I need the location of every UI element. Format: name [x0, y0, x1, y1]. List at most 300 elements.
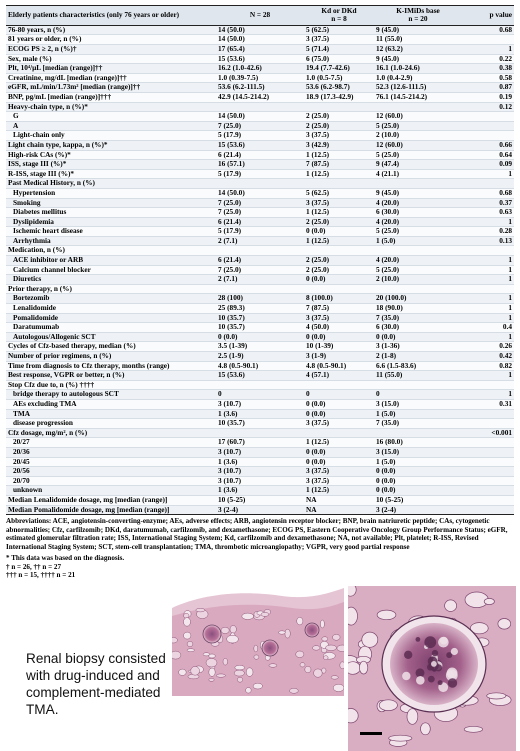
cell-k-imids — [374, 102, 462, 112]
tissue-tubule — [362, 632, 378, 647]
cell-p-value: 0.22 — [462, 54, 514, 64]
tissue-tubule — [389, 735, 412, 741]
cell-k-imids: 3 (2-4) — [374, 505, 462, 515]
cell-total: 6 (21.4) — [216, 256, 304, 266]
tissue-tubule — [340, 662, 344, 669]
cell-kd-dkd: 1 (12.5) — [304, 486, 374, 496]
cell-kd-dkd: 1.0 (0.5-7.5) — [304, 73, 374, 83]
header-characteristics: Elderly patients characteristics (only 76 years or older) — [6, 6, 216, 26]
tissue-tubule — [172, 637, 178, 643]
cell-total: 10 (5-25) — [216, 495, 304, 505]
capillary-loop — [416, 676, 425, 685]
cell-k-imids: 1 (5.0) — [374, 236, 462, 246]
cell-k-imids: 4 (21.1) — [374, 169, 462, 179]
cell-p-value: 1 — [462, 265, 514, 275]
tissue-tubule — [407, 709, 418, 725]
row-label: Heavy-chain type, n (%)* — [6, 102, 216, 112]
table-row — [6, 265, 514, 275]
table-row — [6, 256, 514, 266]
table-row — [6, 236, 514, 246]
tissue-tubule — [191, 666, 200, 675]
cell-total: 14 (50.0) — [216, 188, 304, 198]
cell-kd-dkd: 3 (37.5) — [304, 35, 374, 45]
cell-p-value: 0.87 — [462, 83, 514, 93]
header-p-value: p value — [462, 6, 514, 26]
row-label: 20/45 — [6, 457, 216, 467]
tissue-tubule — [322, 637, 328, 641]
cell-p-value: 1 — [462, 332, 514, 342]
table-row — [6, 313, 514, 323]
cell-p-value: 1 — [462, 275, 514, 285]
tissue-tubule — [184, 618, 191, 627]
footnote-diagnosis: * This data was based on the diagnosis. — [6, 554, 125, 563]
table-row — [6, 121, 514, 131]
cell-kd-dkd: 3 (37.5) — [304, 313, 374, 323]
row-label: Creatinine, mg/dL [median (range)]†† — [6, 73, 216, 83]
capillary-loop — [428, 676, 435, 683]
cell-total: 7 (25.0) — [216, 198, 304, 208]
cell-total: 7 (25.0) — [216, 121, 304, 131]
table-row — [6, 428, 514, 438]
cell-k-imids: 18 (90.0) — [374, 304, 462, 314]
cell-p-value — [462, 284, 514, 294]
table-row — [6, 380, 514, 390]
tissue-tubule — [498, 619, 511, 630]
cell-kd-dkd: 0 (0.0) — [304, 227, 374, 237]
cell-k-imids — [374, 284, 462, 294]
cell-kd-dkd: 2 (25.0) — [304, 121, 374, 131]
cell-total: 15 (53.6) — [216, 54, 304, 64]
row-label: Medication, n (%) — [6, 246, 216, 256]
row-label: Light-chain only — [6, 131, 216, 141]
cell-total: 7 (25.0) — [216, 265, 304, 275]
cell-k-imids: 7 (35.0) — [374, 313, 462, 323]
table-row — [6, 102, 514, 112]
cell-p-value — [462, 380, 514, 390]
table-row — [6, 304, 514, 314]
table-row — [6, 294, 514, 304]
cell-p-value: 0.66 — [462, 140, 514, 150]
cell-total: 17 (60.7) — [216, 438, 304, 448]
document-page — [6, 5, 514, 580]
tissue-tubule — [209, 668, 215, 676]
cell-p-value: 0.26 — [462, 342, 514, 352]
cell-kd-dkd: 0 — [304, 390, 374, 400]
header-kd-dkd: Kd or DKd n = 8 — [304, 6, 374, 26]
cell-p-value — [462, 467, 514, 477]
table-row — [6, 486, 514, 496]
cell-k-imids: 3 (1-36) — [374, 342, 462, 352]
cell-kd-dkd: 19.4 (7.7-42.6) — [304, 64, 374, 74]
tissue-tubule — [464, 726, 482, 732]
cell-total: 10 (35.7) — [216, 419, 304, 429]
cell-kd-dkd: 5 (71.4) — [304, 45, 374, 55]
row-label: TMA — [6, 409, 216, 419]
cell-kd-dkd — [304, 179, 374, 189]
cell-p-value — [462, 179, 514, 189]
cell-k-imids: 16.1 (1.0-24.6) — [374, 64, 462, 74]
tissue-tubule — [227, 635, 239, 643]
cell-total: 6 (21.4) — [216, 217, 304, 227]
cell-k-imids: 0 (0.0) — [374, 476, 462, 486]
cell-total — [216, 179, 304, 189]
row-label: Median Pomalidomide dosage, mg [median (range)] — [6, 505, 216, 515]
tissue-tubule — [326, 645, 337, 651]
table-row — [6, 25, 514, 35]
cell-kd-dkd: 1 (12.5) — [304, 236, 374, 246]
cell-kd-dkd: 1 (12.5) — [304, 150, 374, 160]
row-label: BNP, pg/mL [median (range)]††† — [6, 92, 216, 102]
row-label: 81 years or older, n (%) — [6, 35, 216, 45]
cell-p-value: 0.09 — [462, 160, 514, 170]
cell-total: 10 (35.7) — [216, 313, 304, 323]
tissue-tubule — [312, 646, 320, 651]
cell-kd-dkd — [304, 102, 374, 112]
tissue-tubule — [179, 669, 187, 675]
cell-p-value — [462, 35, 514, 45]
cell-total: 1 (3.6) — [216, 486, 304, 496]
row-label: Time from diagnosis to Cfz therapy, months (range) — [6, 361, 216, 371]
cell-p-value: 1 — [462, 294, 514, 304]
cell-k-imids: 0 (0.0) — [374, 467, 462, 477]
cell-total: 14 (50.0) — [216, 25, 304, 35]
table-row — [6, 284, 514, 294]
cell-total: 2 (7.1) — [216, 236, 304, 246]
row-label: ECOG PS ≥ 2, n (%)† — [6, 45, 216, 55]
cell-k-imids: 3 (15.0) — [374, 447, 462, 457]
cell-total: 16 (57.1) — [216, 160, 304, 170]
row-label: 20/70 — [6, 476, 216, 486]
row-label: Prior therapy, n (%) — [6, 284, 216, 294]
cell-total — [216, 102, 304, 112]
tissue-tubule — [305, 666, 311, 673]
cell-p-value: 1 — [462, 390, 514, 400]
abbreviations-note: Abbreviations: ACE, angiotensin-converting-enzyme; AEs, adverse effects; ARB, angiotensin receptor blocker; BNP, brain natriuretic peptide; CAs, cytogenetic abnormalities; Cfz, carfilzomib; DKd, daratumumab, carfilzomib, and dexamethasone; ECOG PS, Eastern Cooperative Oncology Group Performance Status; eGFR, estimated glomerular filtration rate; ISS, International Staging System; Kd, carfilzomib and dexamethasone; NA, not available; Plt, platelet; R-ISS, Revised International Staging System; SCT, stem-cell transplantation; TMA, thrombotic microangiopathy; VGPR, very good partial response — [6, 517, 508, 551]
capillary-loop — [448, 678, 457, 687]
cell-kd-dkd: 0 (0.0) — [304, 332, 374, 342]
tissue-tubule — [320, 620, 324, 628]
cell-p-value: 0.64 — [462, 150, 514, 160]
cell-kd-dkd: 7 (87.5) — [304, 304, 374, 314]
table-row — [6, 476, 514, 486]
cell-kd-dkd: 2 (25.0) — [304, 217, 374, 227]
cell-k-imids: 5 (25.0) — [374, 227, 462, 237]
tissue-tubule — [348, 607, 358, 625]
row-label: Stop Cfz due to, n (%) †††† — [6, 380, 216, 390]
cell-kd-dkd: 3 (37.5) — [304, 467, 374, 477]
cell-kd-dkd: 5 (62.5) — [304, 188, 374, 198]
tissue-tubule — [331, 676, 338, 680]
cell-total: 1.0 (0.39-7.5) — [216, 73, 304, 83]
cell-total: 10 (35.7) — [216, 323, 304, 333]
table-row — [6, 505, 514, 515]
cell-p-value: 0.19 — [462, 92, 514, 102]
cell-p-value: 1 — [462, 169, 514, 179]
table-row — [6, 438, 514, 448]
row-label: Dyslipidemia — [6, 217, 216, 227]
capillary-loop — [402, 672, 410, 680]
cell-p-value: 0.31 — [462, 399, 514, 409]
row-label: Daratumumab — [6, 323, 216, 333]
cell-k-imids: 9 (45.0) — [374, 188, 462, 198]
cell-total: 7 (25.0) — [216, 208, 304, 218]
cell-p-value: 1 — [462, 313, 514, 323]
cell-k-imids: 1.0 (0.4-2.9) — [374, 73, 462, 83]
cell-k-imids — [374, 179, 462, 189]
table-row — [6, 217, 514, 227]
cell-kd-dkd: 18.9 (17.3-42.9) — [304, 92, 374, 102]
row-label: ACE inhibitor or ARB — [6, 256, 216, 266]
tissue-tubule — [196, 608, 205, 612]
capillary-loop — [424, 636, 436, 648]
cell-kd-dkd: 3 (1-9) — [304, 352, 374, 362]
row-label: Median Lenalidomide dosage, mg [median (range)] — [6, 495, 216, 505]
tissue-tubule — [216, 674, 225, 677]
table-row — [6, 198, 514, 208]
row-label: Lenalidomide — [6, 304, 216, 314]
cell-p-value: 0.58 — [462, 73, 514, 83]
cell-k-imids: 2 (10.0) — [374, 275, 462, 285]
table-row — [6, 131, 514, 141]
row-label: R-ISS, stage III (%)* — [6, 169, 216, 179]
row-label: Cfz dosage, mg/m², n (%) — [6, 428, 216, 438]
cell-p-value — [462, 447, 514, 457]
tissue-tubule — [221, 627, 229, 633]
cell-p-value — [462, 476, 514, 486]
cell-kd-dkd: 5 (62.5) — [304, 25, 374, 35]
cell-kd-dkd: 0 (0.0) — [304, 275, 374, 285]
table-row — [6, 169, 514, 179]
cell-p-value — [462, 121, 514, 131]
cell-kd-dkd: 4 (57.1) — [304, 371, 374, 381]
cell-kd-dkd: 1 (12.5) — [304, 208, 374, 218]
cell-p-value: 0.68 — [462, 25, 514, 35]
cell-kd-dkd: 6 (75.0) — [304, 54, 374, 64]
cell-kd-dkd: 8 (100.0) — [304, 294, 374, 304]
tissue-tubule — [246, 668, 253, 677]
table-row — [6, 371, 514, 381]
cell-total: 14 (50.0) — [216, 35, 304, 45]
row-label: Calcium channel blocker — [6, 265, 216, 275]
cell-kd-dkd — [304, 428, 374, 438]
row-label: Sex, male (%) — [6, 54, 216, 64]
tissue-tubule — [300, 663, 305, 667]
cell-p-value: 0.68 — [462, 188, 514, 198]
tissue-tubule — [209, 678, 214, 681]
row-label: Diuretics — [6, 275, 216, 285]
table-row — [6, 246, 514, 256]
cell-total: 5 (17.9) — [216, 169, 304, 179]
tissue-tubule — [359, 661, 367, 674]
cell-k-imids: 12 (63.2) — [374, 45, 462, 55]
table-row — [6, 390, 514, 400]
cell-k-imids: 3 (15.0) — [374, 399, 462, 409]
cell-p-value — [462, 131, 514, 141]
cell-total: 3 (10.7) — [216, 476, 304, 486]
row-label: Best response, VGPR or better, n (%) — [6, 371, 216, 381]
table-row — [6, 208, 514, 218]
cell-k-imids: 6.6 (1.5-83.6) — [374, 361, 462, 371]
capillary-loop — [451, 648, 458, 655]
cell-total: 3 (10.7) — [216, 399, 304, 409]
tissue-tubule — [184, 613, 189, 618]
table-row — [6, 73, 514, 83]
table-row — [6, 419, 514, 429]
footnotes — [6, 554, 514, 580]
cell-p-value — [462, 495, 514, 505]
table-row — [6, 457, 514, 467]
row-label: eGFR, mL/min/1.73m² [median (range)]†† — [6, 83, 216, 93]
cell-kd-dkd: 53.6 (6.2-98.7) — [304, 83, 374, 93]
cell-k-imids: 4 (20.0) — [374, 198, 462, 208]
cell-total — [216, 428, 304, 438]
row-label: AEs excluding TMA — [6, 399, 216, 409]
row-label: Past Medical History, n (%) — [6, 179, 216, 189]
cell-total: 3.5 (1-39) — [216, 342, 304, 352]
tissue-tubule — [297, 617, 303, 625]
cell-total: 0 — [216, 390, 304, 400]
tissue-tubule — [253, 683, 262, 689]
row-label: Diabetes mellitus — [6, 208, 216, 218]
tissue-tubule — [261, 612, 269, 616]
row-label: ISS, stage III (%)* — [6, 160, 216, 170]
cell-p-value: 0.13 — [462, 236, 514, 246]
cell-k-imids: 52.3 (12.6-111.5) — [374, 83, 462, 93]
cell-kd-dkd: 3 (37.5) — [304, 131, 374, 141]
table-row — [6, 227, 514, 237]
cell-k-imids: 4 (20.0) — [374, 256, 462, 266]
cell-total: 3 (10.7) — [216, 467, 304, 477]
tissue-tubule — [237, 677, 242, 682]
cell-k-imids: 10 (5-25) — [374, 495, 462, 505]
cell-total: 28 (100) — [216, 294, 304, 304]
cell-p-value: 1 — [462, 45, 514, 55]
cell-p-value: 1 — [462, 304, 514, 314]
cell-p-value: 0.12 — [462, 102, 514, 112]
cell-k-imids: 11 (55.0) — [374, 35, 462, 45]
row-label: Smoking — [6, 198, 216, 208]
tissue-tubule — [206, 658, 217, 667]
cell-k-imids: 7 (35.0) — [374, 419, 462, 429]
header-total: N = 28 — [216, 6, 304, 26]
table-header — [6, 6, 514, 26]
cell-k-imids: 11 (55.0) — [374, 371, 462, 381]
tissue-tubule — [324, 656, 329, 660]
cell-k-imids: 6 (30.0) — [374, 323, 462, 333]
row-label: Autologous/Allogenic SCT — [6, 332, 216, 342]
cell-k-imids: 12 (60.0) — [374, 112, 462, 122]
cell-k-imids: 9 (45.0) — [374, 25, 462, 35]
cell-kd-dkd: 2 (25.0) — [304, 112, 374, 122]
tissue-tubule — [290, 688, 299, 693]
row-label: unknown — [6, 486, 216, 496]
cell-total: 16.2 (1.0-42.6) — [216, 64, 304, 74]
cell-p-value: 0.38 — [462, 64, 514, 74]
table-row — [6, 332, 514, 342]
tissue-tubule — [203, 653, 210, 656]
cell-total: 42.9 (14.5-214.2) — [216, 92, 304, 102]
cell-total — [216, 284, 304, 294]
capillary-loop — [416, 637, 421, 642]
tissue-tubule — [333, 684, 344, 691]
table-row — [6, 467, 514, 477]
row-label: Plt, 10⁴/µL [median (range)]†† — [6, 64, 216, 74]
cell-p-value — [462, 438, 514, 448]
table-row — [6, 352, 514, 362]
cell-p-value: 0.42 — [462, 352, 514, 362]
tissue-tubule — [279, 631, 286, 634]
row-label: Cycles of Cfz-based therapy, median (%) — [6, 342, 216, 352]
row-label: Arrhythmia — [6, 236, 216, 246]
cell-k-imids: 20 (100.0) — [374, 294, 462, 304]
cell-k-imids — [374, 380, 462, 390]
cell-kd-dkd: 0 (0.0) — [304, 399, 374, 409]
footnote-n-values-1: † n = 26, †† n = 27 — [6, 562, 61, 571]
cell-kd-dkd: 0 (0.0) — [304, 447, 374, 457]
cell-kd-dkd: 2 (25.0) — [304, 265, 374, 275]
cell-total: 2 (7.1) — [216, 275, 304, 285]
cell-kd-dkd: 10 (1-39) — [304, 342, 374, 352]
renal-biopsy-glomerulus-image — [348, 586, 516, 751]
header-k-imids: K-IMiDs base n = 20 — [374, 6, 462, 26]
cell-total — [216, 246, 304, 256]
tissue-tubule — [242, 613, 254, 619]
cell-k-imids: 5 (25.0) — [374, 121, 462, 131]
tissue-tubule — [269, 664, 277, 668]
cell-total: 2.5 (1-9) — [216, 352, 304, 362]
cell-total: 5 (17.9) — [216, 131, 304, 141]
table-row — [6, 399, 514, 409]
tissue-tubule — [187, 649, 194, 652]
cell-k-imids: 9 (45.0) — [374, 54, 462, 64]
tissue-tubule — [254, 645, 258, 652]
cell-kd-dkd: 4 (50.0) — [304, 323, 374, 333]
row-label: High-risk CAs (%)* — [6, 150, 216, 160]
capillary-loop — [438, 680, 443, 685]
tissue-tubule — [230, 625, 236, 633]
cell-total: 3 (2-4) — [216, 505, 304, 515]
cell-p-value — [462, 409, 514, 419]
row-label: 20/36 — [6, 447, 216, 457]
table-row — [6, 188, 514, 198]
cell-k-imids: 2 (1-8) — [374, 352, 462, 362]
cell-kd-dkd — [304, 380, 374, 390]
cell-total: 4.8 (0.5-90.1) — [216, 361, 304, 371]
table-row — [6, 64, 514, 74]
cell-kd-dkd: 0 (0.0) — [304, 409, 374, 419]
patient-characteristics-table — [6, 5, 514, 515]
tissue-tubule — [487, 693, 506, 699]
cell-total: 5 (17.9) — [216, 227, 304, 237]
row-label: Ischemic heart disease — [6, 227, 216, 237]
tissue-tubule — [235, 665, 245, 670]
table-row — [6, 35, 514, 45]
cell-k-imids: 9 (47.4) — [374, 160, 462, 170]
row-label: Bortezomib — [6, 294, 216, 304]
table-row — [6, 275, 514, 285]
cell-kd-dkd: 3 (37.5) — [304, 476, 374, 486]
cell-p-value — [462, 486, 514, 496]
row-label: Number of prior regimens, n (%) — [6, 352, 216, 362]
tissue-tubule — [421, 723, 431, 735]
cell-k-imids: 1 (5.0) — [374, 409, 462, 419]
table-row — [6, 495, 514, 505]
table-row — [6, 409, 514, 419]
cell-p-value: 0.63 — [462, 208, 514, 218]
cell-k-imids: 4 (20.0) — [374, 217, 462, 227]
row-label: bridge therapy to autologous SCT — [6, 390, 216, 400]
cell-p-value — [462, 246, 514, 256]
